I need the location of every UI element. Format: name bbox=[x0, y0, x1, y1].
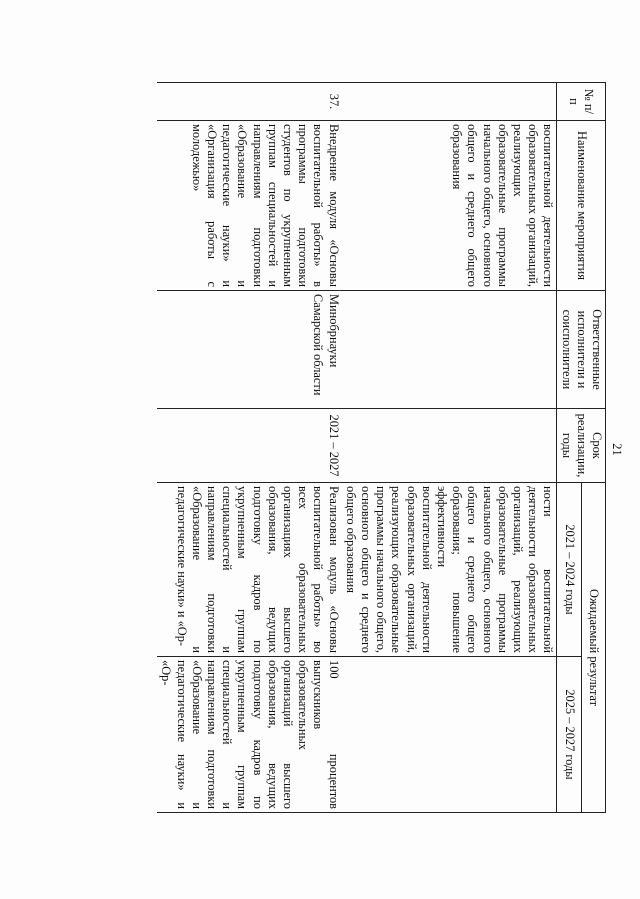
row-term bbox=[342, 409, 557, 483]
row-result-2025-2027 bbox=[342, 657, 557, 813]
row-term: 2021 – 2027 bbox=[157, 409, 341, 483]
header-result: Ожидаемый результат bbox=[581, 483, 605, 813]
header-term: Срок реализации, годы bbox=[557, 409, 606, 483]
header-result-2025-2027: 2025 – 2027 годы bbox=[557, 657, 581, 813]
header-executors: Ответственные исполнители и соисполнители bbox=[557, 291, 606, 409]
row-num bbox=[342, 83, 557, 121]
header-name: Наименование мероприятия bbox=[557, 121, 606, 291]
header-result-2021-2024: 2021 – 2024 годы bbox=[557, 483, 581, 657]
row-num: 37. bbox=[157, 83, 341, 121]
table-row bbox=[342, 83, 557, 813]
page-number: 21 bbox=[610, 443, 624, 456]
table-row bbox=[157, 83, 341, 813]
row-name: Внедрение модуля «Основы воспитательной работы» в программы подготовки студентов по укрупненным группам специальностей и направлениям подготовки «Образование и педагогические науки» и «Организация работы с молодежью» bbox=[157, 121, 341, 291]
row-executors: Минобрнауки Самарской области bbox=[157, 291, 341, 409]
row-result-2021-2024: Реализован модуль «Основы воспитательной работы» во всех образовательных организациях высшего образования, ведущих подготовку кадров по укрупненным группам специальностей и направлениям подготовки «Образование и педагогические науки» и «Ор- bbox=[157, 483, 341, 657]
row-executors bbox=[342, 291, 557, 409]
header-num: № п/п bbox=[557, 83, 606, 121]
row-name: воспитательной деятельности образовательных организаций, реализующих образовательные программы начального общего, основного общего и среднего общего образования bbox=[342, 121, 557, 291]
row-result-2021-2024: ности воспитательной деятельности образовательных организаций, реализующих образовательные программы начального общего, основного общего и среднего общего образования; повышение эффективности воспитательной деятельности образовательных организаций, реализующих образовательные программы начального общего, основного общего и среднего общего образования bbox=[342, 483, 557, 657]
activity-table bbox=[157, 82, 606, 813]
row-result-2025-2027: 100 процентов выпускников образовательных организаций высшего образования, ведущих подготовку кадров по укрупненным группам специальностей и направлениям подготовки «Образование и педагогические науки» и «Ор- bbox=[157, 657, 341, 813]
